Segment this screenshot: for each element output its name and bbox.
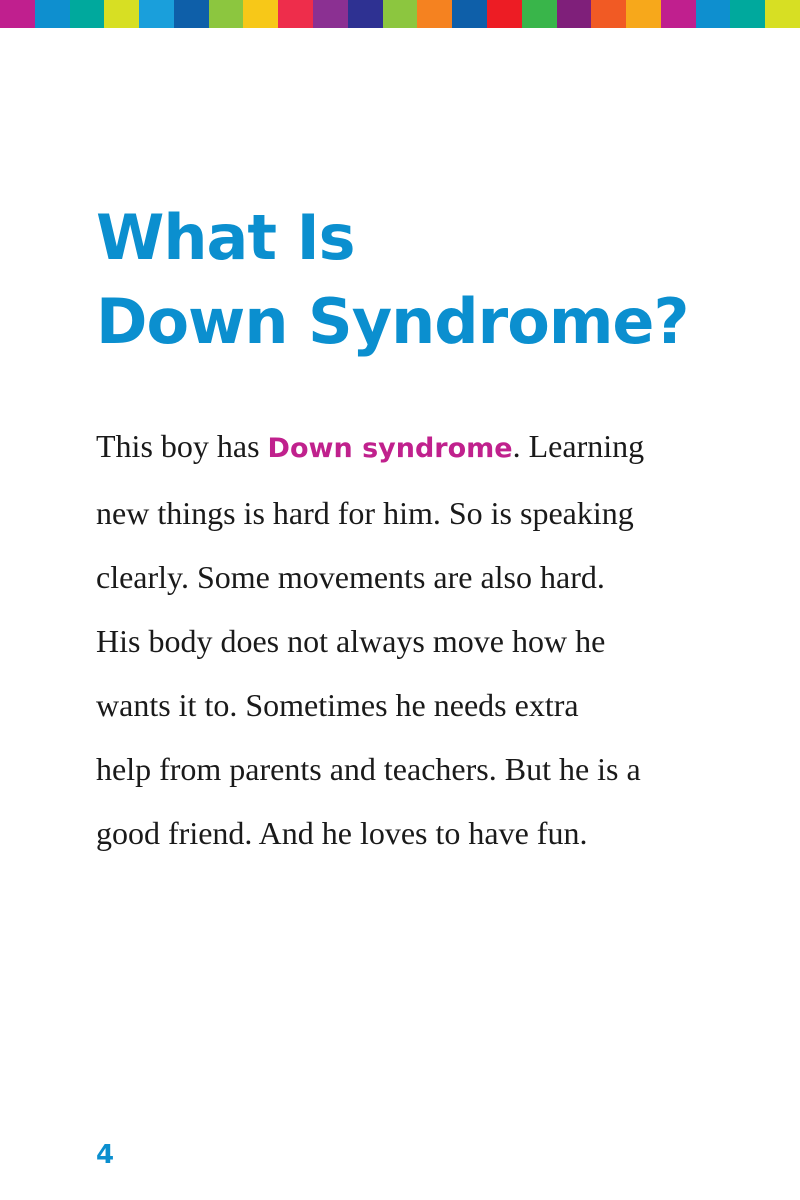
color-stripe <box>278 0 313 28</box>
body-line-6: help from parents and teachers. But he is a <box>96 751 641 787</box>
color-stripe <box>383 0 418 28</box>
color-stripe <box>348 0 383 28</box>
color-stripe <box>417 0 452 28</box>
color-stripe <box>557 0 592 28</box>
color-stripe <box>452 0 487 28</box>
color-stripe <box>661 0 696 28</box>
body-line-3: clearly. Some movements are also hard. <box>96 559 605 595</box>
color-stripe <box>243 0 278 28</box>
color-stripe <box>487 0 522 28</box>
body-line-7: good friend. And he loves to have fun. <box>96 815 588 851</box>
color-stripe <box>522 0 557 28</box>
color-stripe <box>35 0 70 28</box>
page-number: 4 <box>96 1140 115 1170</box>
body-line-1-start: This boy has <box>96 428 268 464</box>
glossary-term: Down syndrome <box>267 433 513 464</box>
color-stripe <box>696 0 731 28</box>
color-stripe <box>70 0 105 28</box>
title-line-1: What Is <box>96 201 355 274</box>
color-stripe <box>104 0 139 28</box>
body-line-5: wants it to. Sometimes he needs extra <box>96 687 579 723</box>
body-paragraph <box>96 414 716 865</box>
page-title <box>96 196 688 364</box>
body-line-1-end: . Learning <box>512 428 645 464</box>
color-stripe <box>730 0 765 28</box>
decorative-color-bar <box>0 0 800 28</box>
body-line-1 <box>96 414 716 481</box>
body-line-4: His body does not always move how he <box>96 623 606 659</box>
color-stripe <box>591 0 626 28</box>
title-line-2: Down Syndrome? <box>96 285 689 358</box>
color-stripe <box>209 0 244 28</box>
color-stripe <box>139 0 174 28</box>
color-stripe <box>313 0 348 28</box>
color-stripe <box>174 0 209 28</box>
color-stripe <box>765 0 800 28</box>
color-stripe <box>0 0 35 28</box>
color-stripe <box>626 0 661 28</box>
body-line-2: new things is hard for him. So is speaking <box>96 495 634 531</box>
